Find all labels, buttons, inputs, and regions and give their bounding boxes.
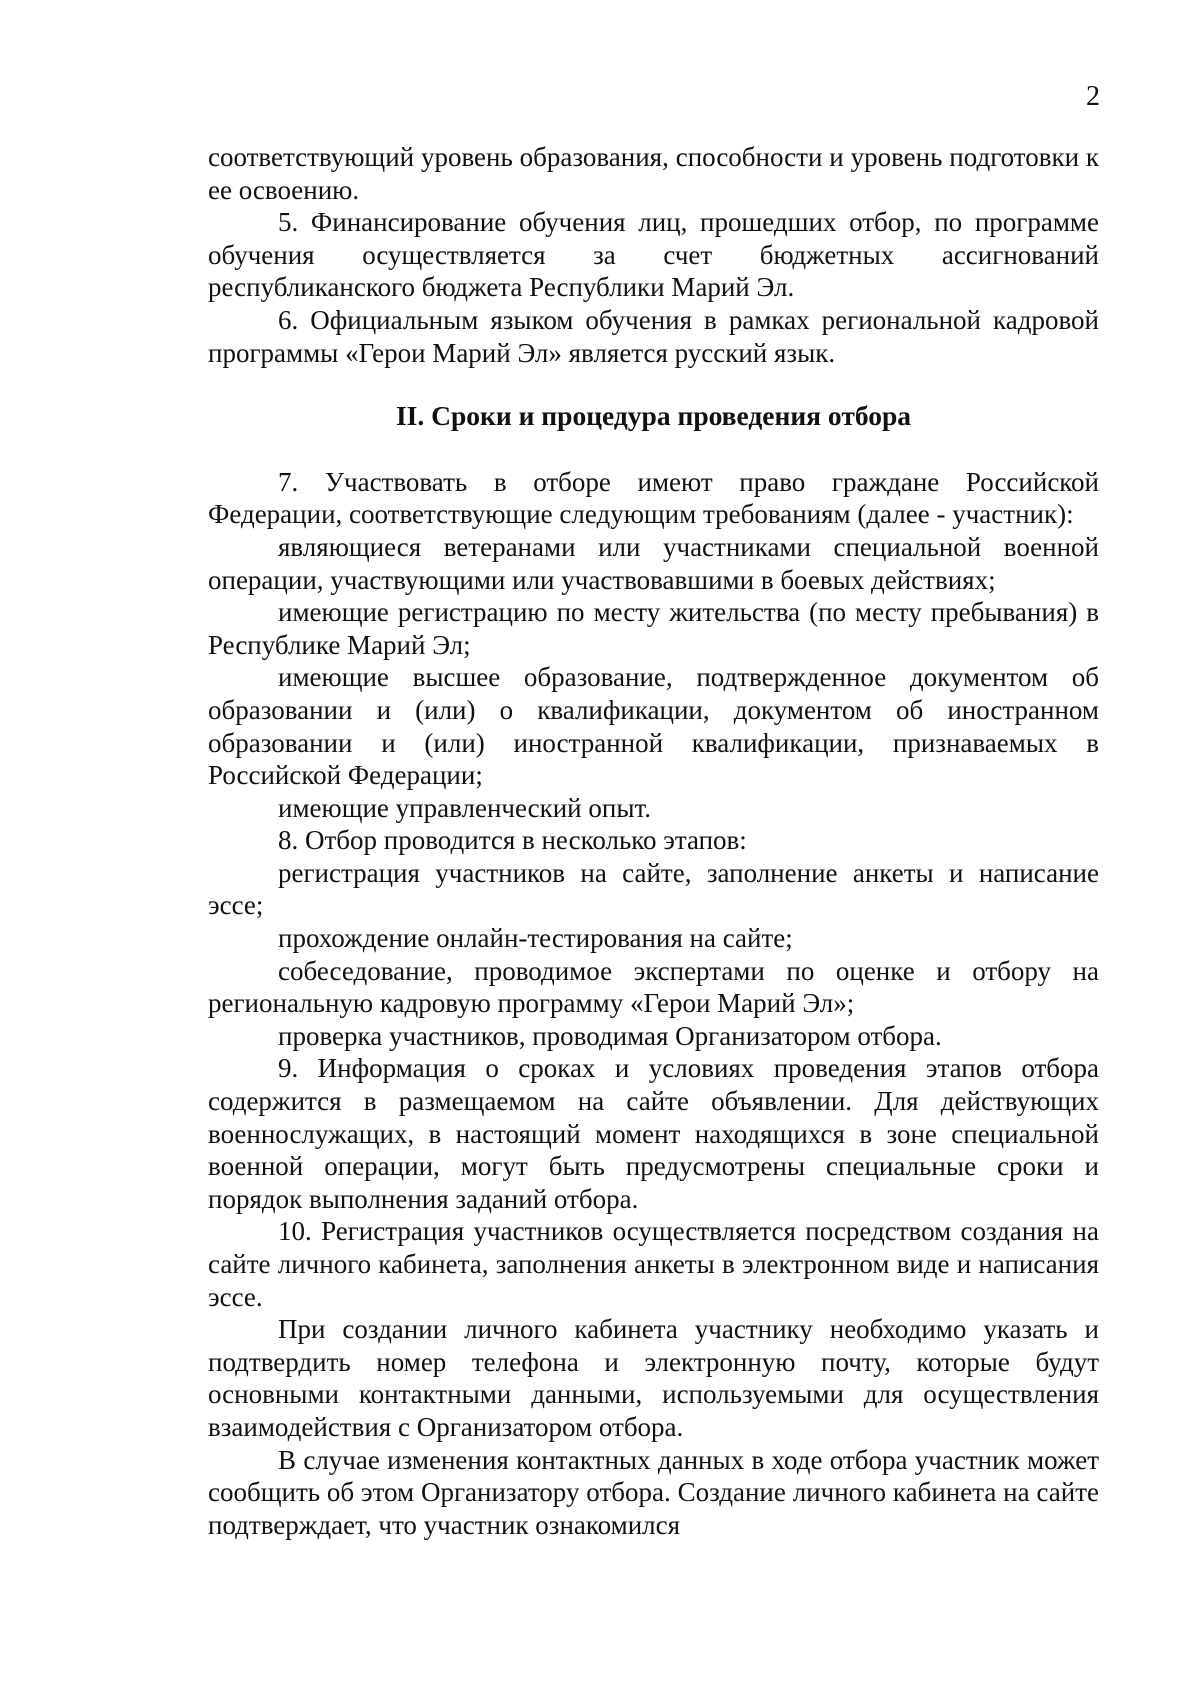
paragraph-continuation: соответствующий уровень образования, способности и уровень подготовки к ее освоению. <box>208 142 1099 205</box>
list-item-registration: имеющие регистрацию по месту жительства (по месту пребывания) в Республике Марий Эл; <box>208 597 1099 660</box>
page-number: 2 <box>1086 81 1100 112</box>
section-heading: II. Сроки и процедура проведения отбора <box>395 400 912 432</box>
list-item-stage-check: проверка участников, проводимая Организатором отбора. <box>278 1020 942 1051</box>
list-item-experience: имеющие управленческий опыт. <box>278 792 651 823</box>
paragraph-item-7: 7. Участвовать в отборе имеют право граждане Российской Федерации, соответствующие следующим требованиям (далее - участник): <box>208 466 1099 530</box>
list-item-stage-interview: собеседование, проводимое экспертами по оценке и отбору на региональную кадровую программу «Герои Марий Эл»; <box>208 955 1099 1019</box>
paragraph-item-6: 6. Официальным языком обучения в рамках региональной кадровой программы «Герои Марий Эл» является русский язык. <box>208 304 1099 368</box>
list-item-education: имеющие высшее образование, подтвержденное документом об образовании и (или) о квалификации, документом об иностранном образовании и (или) иностранной квалификации, признаваемых в Российской Федерации; <box>208 662 1099 791</box>
paragraph-item-9: 9. Информация о сроках и условиях проведения этапов отбора содержится в размещаемом на сайте объявлении. Для действующих военнослужащих, в настоящий момент находящихся в зоне специальной военной операции, могут быть предусмотрены специальные сроки и порядок выполнения заданий отбора. <box>208 1053 1099 1214</box>
paragraph-account-creation: При создании личного кабинета участнику необходимо указать и подтвердить номер телефона и электронную почту, которые будут основными контактными данными, используемыми для осуществления взаимодействия с Организатором отбора. <box>208 1314 1099 1442</box>
list-item-stage-registration: регистрация участников на сайте, заполнение анкеты и написание эссе; <box>208 857 1099 921</box>
list-item-stage-testing: прохождение онлайн-тестирования на сайте; <box>278 923 793 954</box>
list-item-veterans: являющиеся ветеранами или участниками специальной военной операции, участвующими или участвовавшими в боевых действиях; <box>208 531 1099 595</box>
paragraph-item-8: 8. Отбор проводится в несколько этапов: <box>278 825 747 856</box>
paragraph-item-5: 5. Финансирование обучения лиц, прошедших отбор, по программе обучения осуществляется за счет бюджетных ассигнований республиканского бюджета Республики Марий Эл. <box>208 207 1099 303</box>
document-body <box>208 141 1099 1541</box>
paragraph-item-10: 10. Регистрация участников осуществляется посредством создания на сайте личного кабинета, заполнения анкеты в электронном виде и написания эссе. <box>208 1216 1099 1312</box>
paragraph-contact-change: В случае изменения контактных данных в ходе отбора участник может сообщить об этом Организатору отбора. Создание личного кабинета на сайте подтверждает, что участник ознакомился <box>208 1444 1099 1540</box>
